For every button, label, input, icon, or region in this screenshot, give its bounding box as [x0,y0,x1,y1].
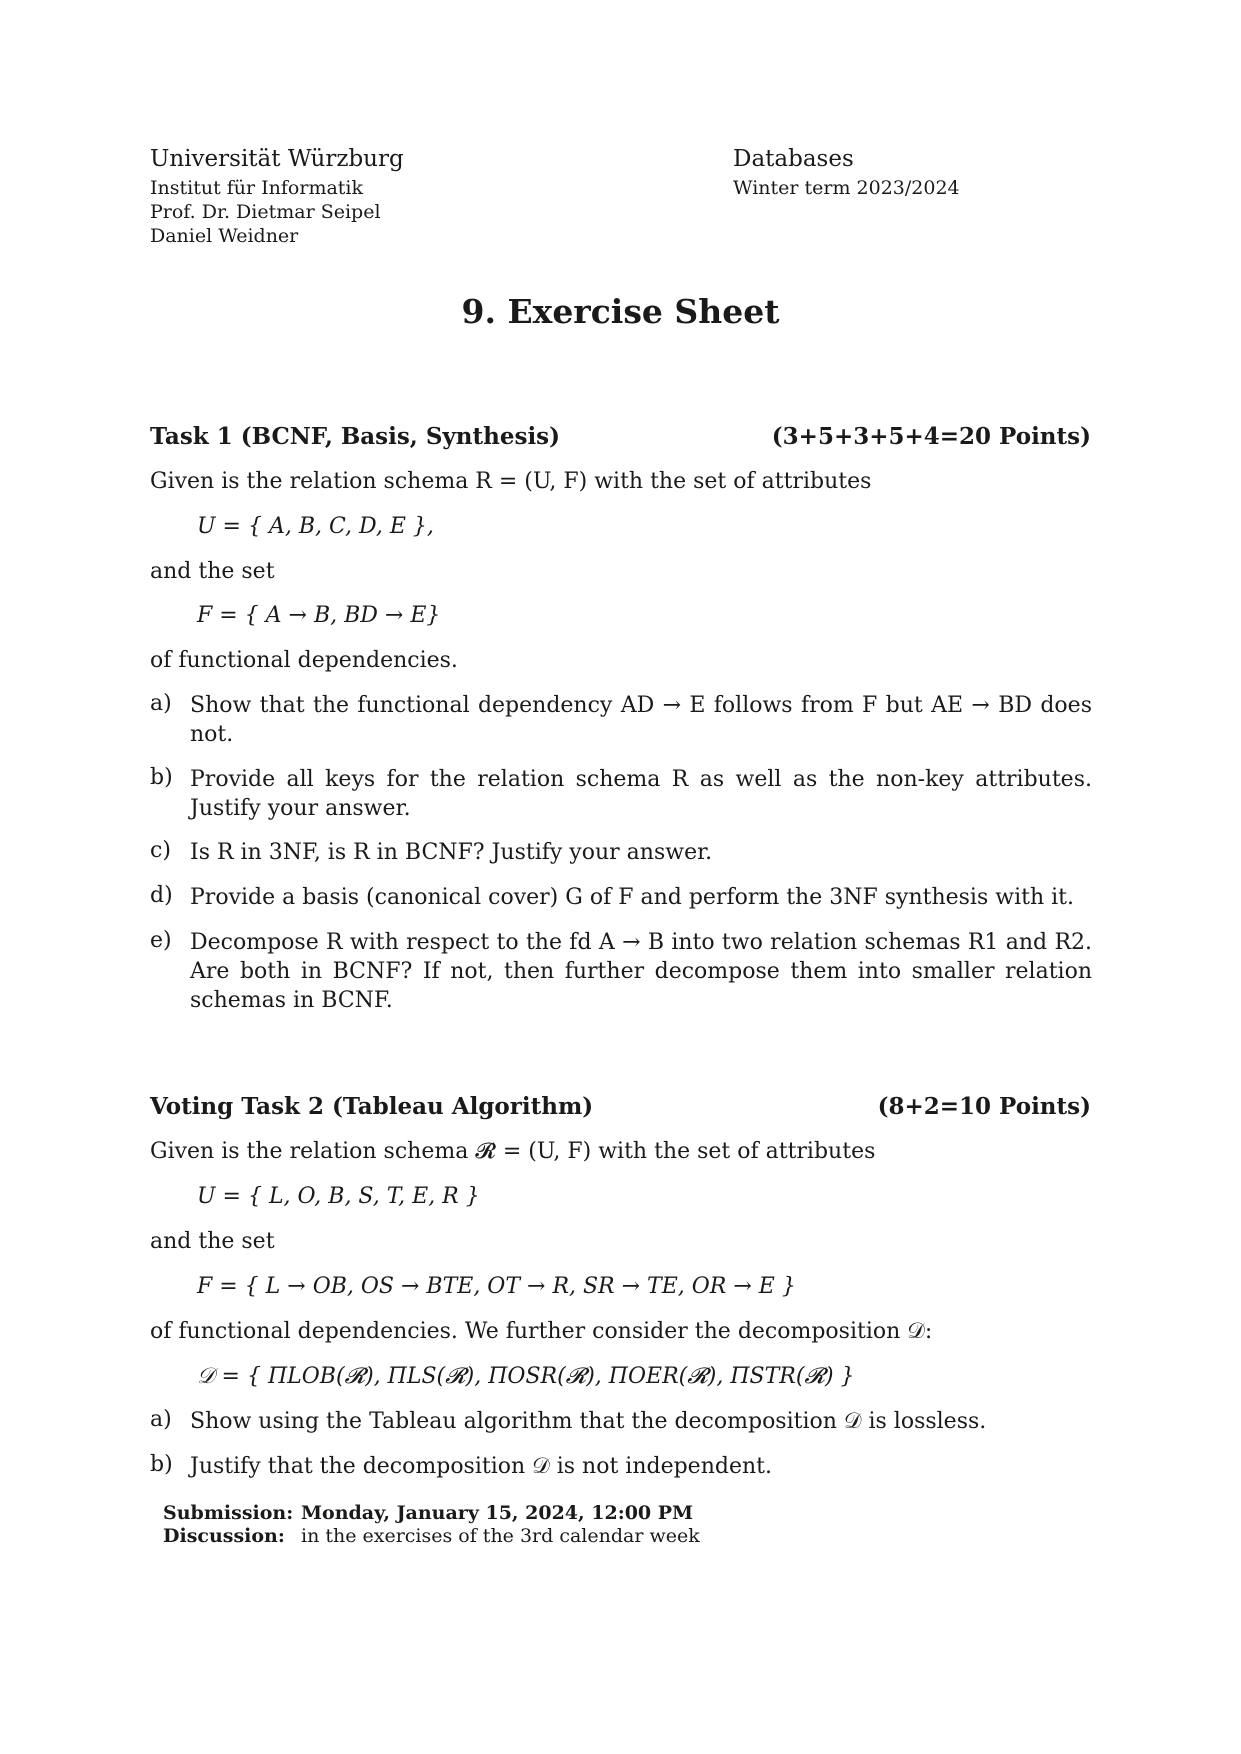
task2-item-b-text: Justify that the decomposition 𝒟 is not independent. [190,1454,772,1479]
task2-attributes: U = { L, O, B, S, T, E, R } [197,1184,480,1209]
institute-name: Institut für Informatik [150,177,364,199]
task2-intro: Given is the relation schema 𝓡 = (U, F) with the set of attributes [150,1139,876,1164]
course-name: Databases [733,146,854,172]
discussion-value: in the exercises of the 3rd calendar week [301,1525,700,1547]
discussion-label: Discussion: [163,1525,285,1547]
university-name: Universität Würzburg [150,146,404,172]
task2-item-a-text: Show using the Tableau algorithm that the decomposition 𝒟 is lossless. [190,1409,987,1434]
task1-title: Task 1 (BCNF, Basis, Synthesis) [150,423,561,450]
task2-item-a-label: a) [150,1407,172,1432]
task1-item-a-label: a) [150,691,172,716]
submission-label: Submission: [163,1502,294,1524]
task1-item-a-text: Show that the functional dependency AD → E follows from F but AE → BD does not. [190,693,1092,747]
task1-item-e-text: Decompose R with respect to the fd A → B into two relation schemas R1 and R2. Are both in BCNF? If not, then further decompose them into smaller relation schemas in BCNF. [190,930,1092,1013]
task1-item-b-label: b) [150,765,173,790]
task1-item-e-label: e) [150,928,172,953]
task2-points: (8+2=10 Points) [877,1093,1091,1120]
page-title: 9. Exercise Sheet [461,292,780,331]
assistant-name: Daniel Weidner [150,225,299,247]
task2-decomposition: 𝒟 = { ΠLOB(𝓡), ΠLS(𝓡), ΠOSR(𝓡), ΠOER(𝓡), ΠSTR(𝓡) } [197,1364,855,1389]
task1-item-d-label: d) [150,883,173,908]
task1-item-d-text: Provide a basis (canonical cover) G of F and perform the 3NF synthesis with it. [190,885,1074,910]
task1-attributes: U = { A, B, C, D, E }, [197,514,434,539]
task2-and-the-set: and the set [150,1229,275,1254]
task2-item-b-label: b) [150,1452,173,1477]
task1-and-the-set: and the set [150,559,275,584]
professor-name: Prof. Dr. Dietmar Seipel [150,201,381,223]
task1-item-c-label: c) [150,838,171,863]
task1-points: (3+5+3+5+4=20 Points) [771,423,1091,450]
task1-dependencies: F = { A → B, BD → E} [197,603,441,628]
task1-intro: Given is the relation schema R = (U, F) with the set of attributes [150,469,872,494]
task2-of-fds: of functional dependencies. We further consider the decomposition 𝒟: [150,1319,933,1344]
task2-title: Voting Task 2 (Tableau Algorithm) [150,1093,594,1120]
term: Winter term 2023/2024 [733,177,960,199]
task1-item-c-text: Is R in 3NF, is R in BCNF? Justify your answer. [190,840,713,865]
submission-date: Monday, January 15, 2024, 12:00 PM [301,1502,694,1524]
task1-of-fds: of functional dependencies. [150,648,458,673]
task1-item-b-text: Provide all keys for the relation schema R as well as the non-key attributes. Justify your answer. [190,767,1092,821]
task2-dependencies: F = { L → OB, OS → BTE, OT → R, SR → TE, OR → E } [197,1274,796,1299]
